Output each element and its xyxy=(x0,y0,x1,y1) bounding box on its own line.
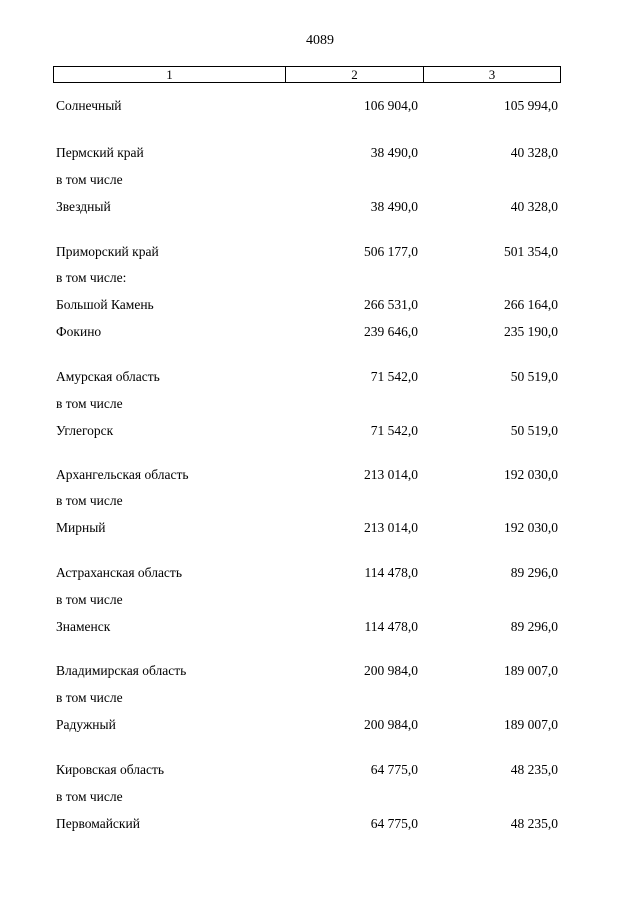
table-row xyxy=(0,788,640,806)
row-name: Мирный xyxy=(56,520,106,535)
row-name: Знаменск xyxy=(56,619,111,634)
row-value-col3: 40 328,0 xyxy=(510,145,558,160)
row-value-col3: 89 296,0 xyxy=(510,619,558,634)
row-value-col2: 38 490,0 xyxy=(370,145,418,160)
table-row xyxy=(0,519,640,537)
row-value-col2: 213 014,0 xyxy=(364,467,418,482)
row-name: Большой Камень xyxy=(56,297,154,312)
table-row xyxy=(0,395,640,413)
table-row xyxy=(0,171,640,189)
row-name: Приморский край xyxy=(56,244,159,259)
row-value-col2: 71 542,0 xyxy=(370,423,418,438)
row-value-col3: 48 235,0 xyxy=(510,762,558,777)
row-value-col3: 40 328,0 xyxy=(510,199,558,214)
page-number: 4089 xyxy=(306,33,334,48)
row-value-col2: 114 478,0 xyxy=(364,619,418,634)
table-row xyxy=(0,564,640,582)
row-name: в том числе xyxy=(56,493,123,508)
row-value-col3: 50 519,0 xyxy=(510,423,558,438)
row-value-col2: 266 531,0 xyxy=(364,297,418,312)
table-row xyxy=(0,144,640,162)
row-value-col3: 501 354,0 xyxy=(504,244,558,259)
row-name: Архангельская область xyxy=(56,467,189,482)
row-value-col3: 266 164,0 xyxy=(504,297,558,312)
table-row xyxy=(0,422,640,440)
row-value-col2: 114 478,0 xyxy=(364,565,418,580)
row-value-col2: 200 984,0 xyxy=(364,717,418,732)
row-name: Кировская область xyxy=(56,762,165,777)
row-name: в том числе xyxy=(56,172,123,187)
table-row xyxy=(0,689,640,707)
table-row xyxy=(0,97,640,115)
row-value-col3: 235 190,0 xyxy=(504,324,558,339)
row-name: Астраханская область xyxy=(56,565,182,580)
row-name: Радужный xyxy=(56,717,116,732)
column-header-1: 1 xyxy=(54,67,286,82)
row-value-col3: 105 994,0 xyxy=(504,98,558,113)
row-value-col2: 71 542,0 xyxy=(370,369,418,384)
row-name: Владимирская область xyxy=(56,663,187,678)
row-name: Амурская область xyxy=(56,369,160,384)
table-row xyxy=(0,662,640,680)
row-name: в том числе xyxy=(56,396,123,411)
row-value-col3: 189 007,0 xyxy=(504,717,558,732)
row-value-col3: 189 007,0 xyxy=(504,663,558,678)
table-row xyxy=(0,466,640,484)
row-name: Первомайский xyxy=(56,816,140,831)
row-value-col2: 64 775,0 xyxy=(370,762,418,777)
table-row xyxy=(0,269,640,287)
row-value-col2: 38 490,0 xyxy=(370,199,418,214)
row-value-col2: 106 904,0 xyxy=(364,98,418,113)
row-name: Солнечный xyxy=(56,98,122,113)
table-row xyxy=(0,591,640,609)
table-row xyxy=(0,761,640,779)
row-name: Пермский край xyxy=(56,145,144,160)
row-value-col3: 50 519,0 xyxy=(510,369,558,384)
row-value-col2: 64 775,0 xyxy=(370,816,418,831)
column-header-3: 3 xyxy=(488,67,496,82)
row-name: Фокино xyxy=(56,324,102,339)
row-value-col2: 239 646,0 xyxy=(364,324,418,339)
row-value-col3: 192 030,0 xyxy=(504,520,558,535)
row-value-col2: 200 984,0 xyxy=(364,663,418,678)
row-name: Звездный xyxy=(56,199,111,214)
table-row xyxy=(0,323,640,341)
row-name: Углегорск xyxy=(56,423,114,438)
row-value-col2: 506 177,0 xyxy=(364,244,418,259)
row-value-col3: 192 030,0 xyxy=(504,467,558,482)
row-name: в том числе xyxy=(56,789,123,804)
row-value-col3: 89 296,0 xyxy=(510,565,558,580)
table-row xyxy=(0,296,640,314)
table-row xyxy=(0,618,640,636)
row-value-col3: 48 235,0 xyxy=(510,816,558,831)
table-row xyxy=(0,368,640,386)
row-value-col2: 213 014,0 xyxy=(364,520,418,535)
table-row xyxy=(0,198,640,216)
table-row xyxy=(0,716,640,734)
row-name: в том числе: xyxy=(56,270,127,285)
table-row xyxy=(0,815,640,833)
table-row xyxy=(0,492,640,510)
table-row xyxy=(0,243,640,261)
row-name: в том числе xyxy=(56,592,123,607)
row-name: в том числе xyxy=(56,690,123,705)
column-header-2: 2 xyxy=(286,67,424,82)
